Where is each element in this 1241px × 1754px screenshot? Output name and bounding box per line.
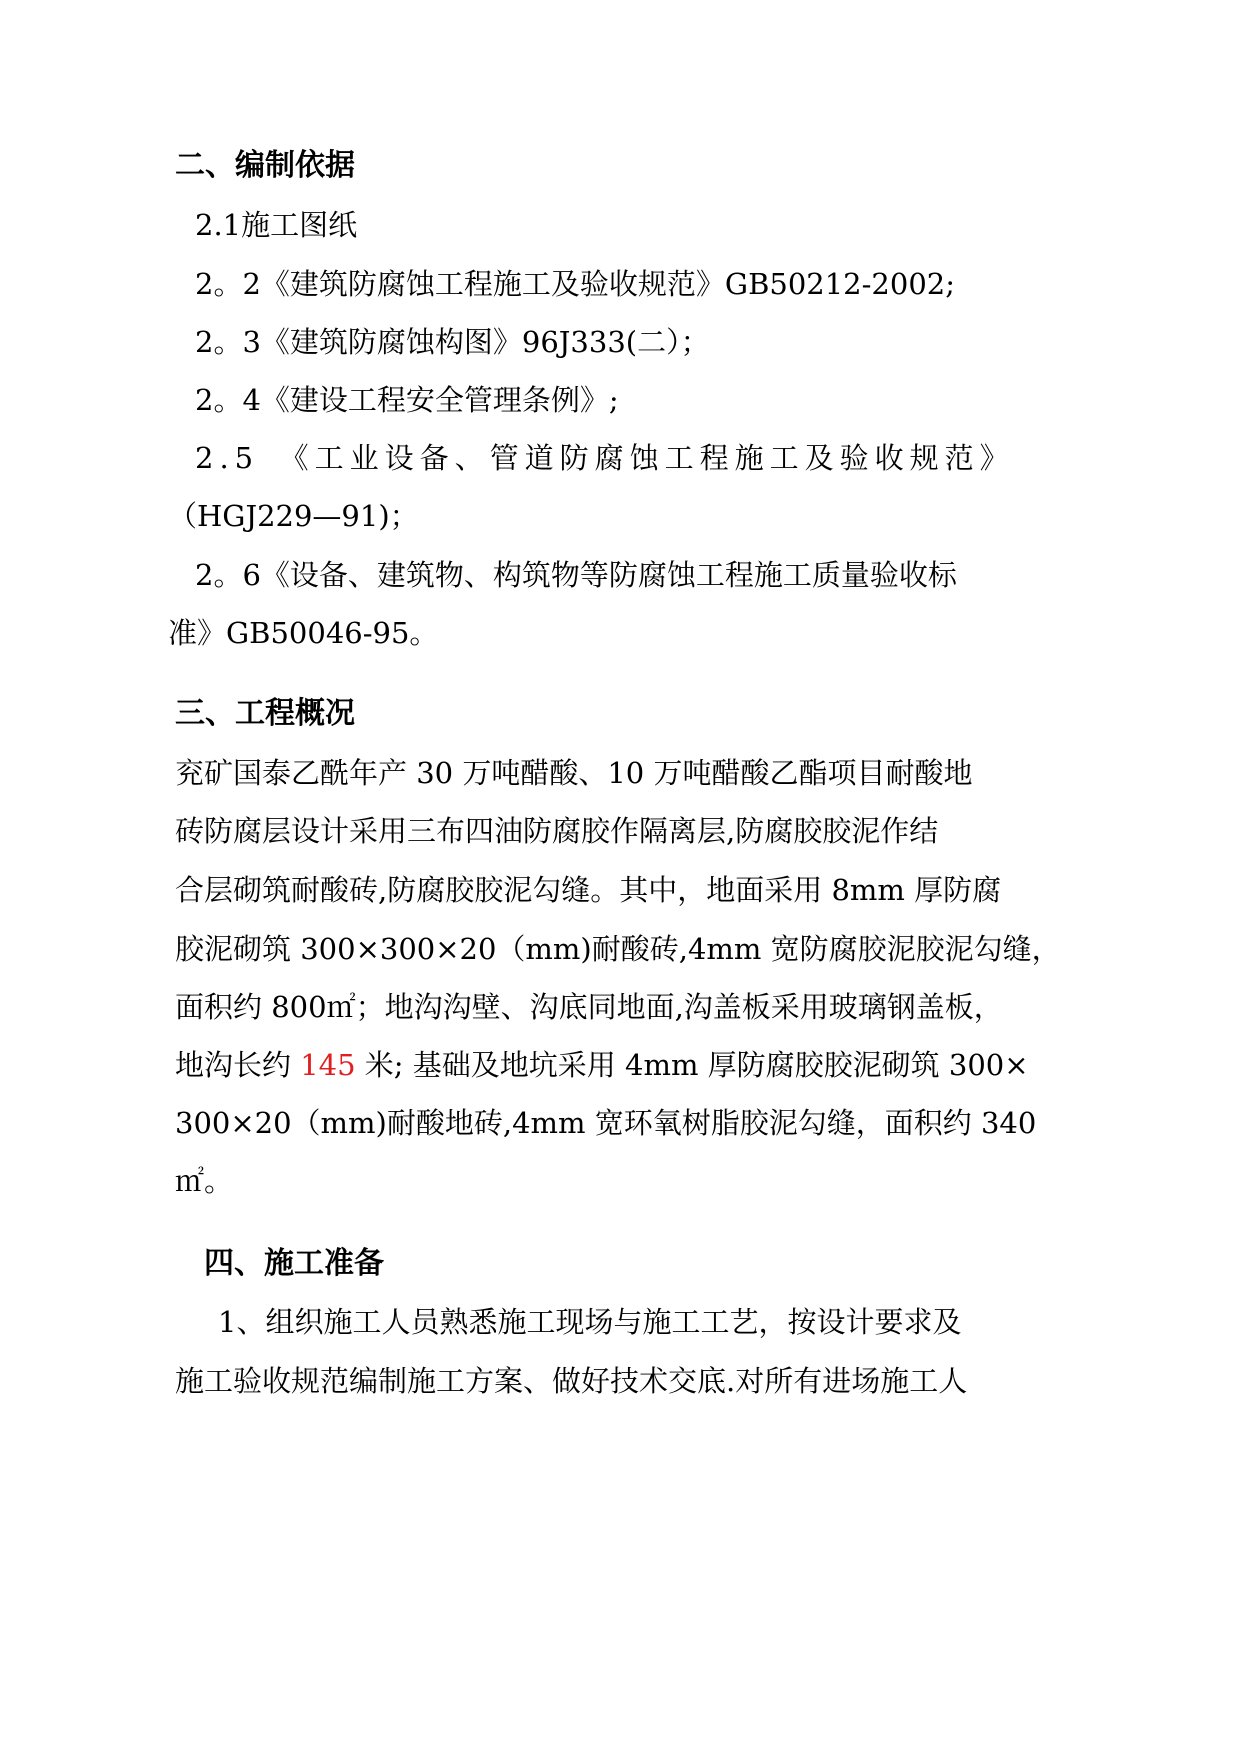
heading-overview: 三、工程概况 <box>175 696 355 731</box>
basis-item-1: 2.1施工图纸 <box>195 208 358 242</box>
prep-line-2: 施工验收规范编制施工方案、做好技术交底.对所有进场施工人 <box>175 1364 968 1398</box>
ditch-length-highlight: 145 <box>300 1048 356 1082</box>
basis-item-5-cont: （HGJ229—91)； <box>168 499 419 533</box>
overview-line-2: 砖防腐层设计采用三布四油防腐胶作隔离层,防腐胶胶泥作结 <box>175 814 939 848</box>
overview-line-6 <box>175 1045 1029 1085</box>
basis-item-3: 2。3《建筑防腐蚀构图》96J333(二）； <box>195 325 710 359</box>
overview-line-6-post: 米; 基础及地坑采用 4mm 厚防腐胶胶泥砌筑 300× <box>355 1048 1029 1082</box>
basis-item-6-cont: 准》GB50046-95。 <box>168 616 439 650</box>
basis-item-4: 2。4《建设工程安全管理条例》; <box>195 383 619 417</box>
overview-line-7: 300×20（mm)耐酸地砖,4mm 宽环氧树脂胶泥勾缝，面积约 340 <box>175 1106 1037 1140</box>
heading-basis: 二、编制依据 <box>175 148 355 183</box>
overview-line-8: ㎡。 <box>175 1164 234 1198</box>
prep-line-1: 1、组织施工人员熟悉施工现场与施工工艺，按设计要求及 <box>218 1305 962 1339</box>
overview-line-1: 兖矿国泰乙酰年产 30 万吨醋酸、10 万吨醋酸乙酯项目耐酸地 <box>175 756 973 790</box>
overview-line-4: 胶泥砌筑 300×300×20（mm)耐酸砖,4mm 宽防腐胶泥胶泥勾缝， <box>175 932 1061 966</box>
basis-item-5: 2.5 《工业设备、管道防腐蚀工程施工及验收规范》 <box>195 441 1015 475</box>
basis-item-2: 2。2《建筑防腐蚀工程施工及验收规范》GB50212-2002; <box>195 267 956 301</box>
overview-line-5: 面积约 800㎡；地沟沟壁、沟底同地面,沟盖板采用玻璃钢盖板， <box>175 990 1003 1024</box>
basis-item-6: 2。6《设备、建筑物、构筑物等防腐蚀工程施工质量验收标 <box>195 558 957 592</box>
overview-line-3: 合层砌筑耐酸砖,防腐胶胶泥勾缝。其中，地面采用 8mm 厚防腐 <box>175 873 1002 907</box>
heading-prep: 四、施工准备 <box>204 1246 384 1281</box>
overview-line-6-pre: 地沟长约 <box>175 1048 301 1082</box>
